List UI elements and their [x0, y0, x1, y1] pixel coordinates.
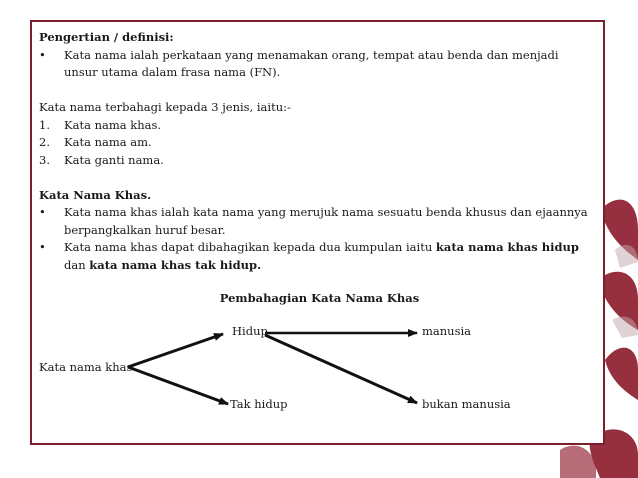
bullet-marker: • — [39, 205, 46, 219]
khas-bullet-2-text: Kata nama khas dapat dibahagikan kepada dua kumpulan iaitu — [64, 240, 436, 254]
khas-bold-tak-hidup: kata nama khas tak hidup. — [89, 257, 262, 272]
arrow-root-to-tak-hidup — [128, 367, 228, 404]
list-number: 2. — [39, 135, 50, 149]
arrow-hidup-to-bukan-manusia — [265, 335, 417, 403]
bullet-marker: • — [39, 240, 46, 254]
khas-heading: Kata Nama Khas. — [39, 187, 152, 202]
node-hidup: Hidup — [232, 324, 268, 338]
diagram-arrows — [32, 22, 607, 447]
definition-heading: Pengertian / definisi: — [39, 30, 174, 44]
list-item-text: Kata ganti nama. — [64, 152, 164, 167]
content-card — [30, 20, 605, 445]
list-number: 1. — [39, 117, 50, 132]
bullet-marker: • — [39, 47, 46, 62]
list-item-text: Kata nama khas. — [64, 117, 162, 132]
khas-bullet-2-connector: dan — [64, 257, 90, 272]
khas-bold-hidup: kata nama khas hidup — [435, 240, 579, 254]
types-intro: Kata nama terbahagi kepada 3 jenis, iaitu:- — [39, 100, 291, 114]
node-manusia: manusia — [422, 324, 472, 338]
khas-bullet-1-text: Kata nama khas ialah kata nama yang merujuk nama sesuatu benda khusus dan ejaannya berpangkalkan huruf besar. — [64, 205, 588, 237]
diagram-title: Pembahagian Kata Nama Khas — [219, 291, 420, 305]
arrow-root-to-hidup — [128, 334, 223, 367]
node-tak-hidup: Tak hidup — [230, 397, 288, 411]
definition-text: Kata nama ialah perkataan yang menamakan orang, tempat atau benda dan menjadi unsur utama dalam frasa nama (FN). — [64, 47, 559, 79]
list-number: 3. — [39, 152, 50, 167]
node-bukan-manusia: bukan manusia — [422, 397, 511, 411]
node-kata-nama-khas: Kata nama khas — [39, 360, 133, 374]
list-item-text: Kata nama am. — [64, 135, 152, 149]
